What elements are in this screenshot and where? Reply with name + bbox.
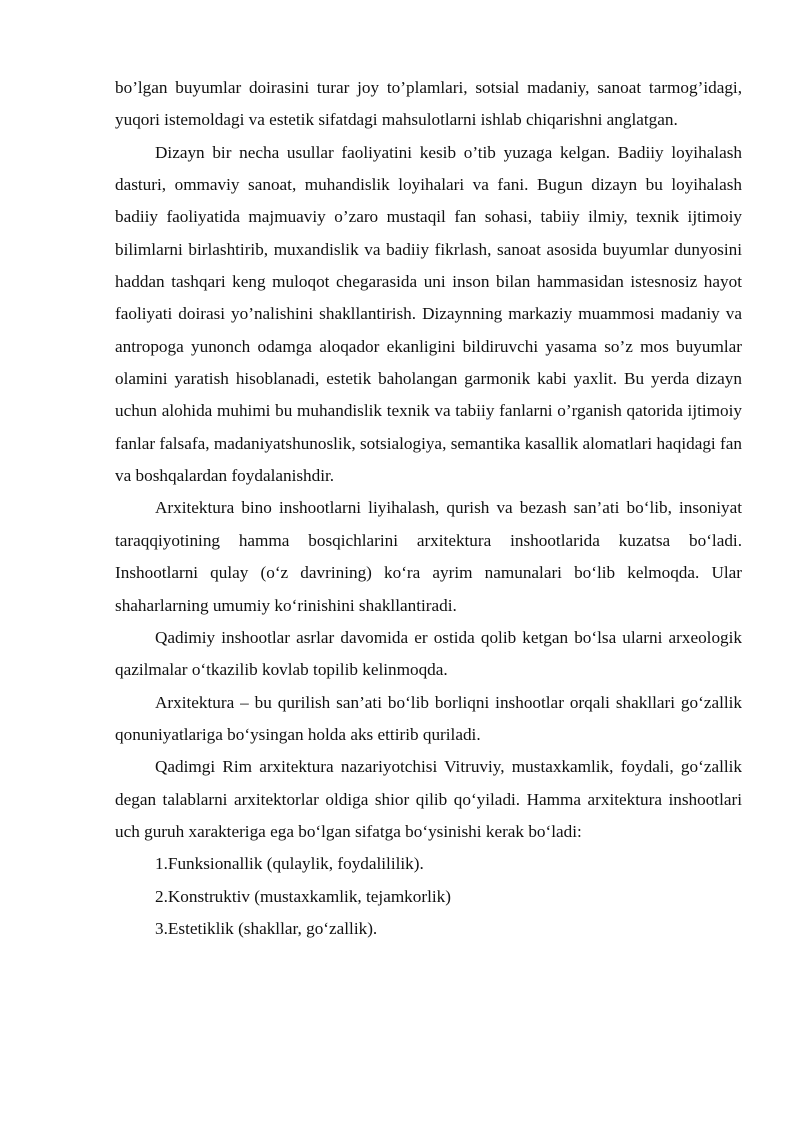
document-body [115,72,742,945]
paragraph-dizayn: Dizayn bir necha usullar faoliyatini kesib o’tib yuzaga kelgan. Badiiy loyihalash dasturi, ommaviy sanoat, muhandislik loyihalari va fani. Bugun dizayn bu loyihalash badiiy faoliyatida majmuaviy o’zaro mustaqil fan sohasi, tabiiy ilmiy, texnik ijtimoiy bilimlarni birlashtirib, muxandislik va badiiy fikrlash, sanoat asosida buyumlar dunyosini haddan tashqari keng muloqot chegarasida uni inson bilan hammasidan istesnosiz hayot faoliyati doirasi yo’nalishini shakllantirish. Dizaynning markaziy muammosi madaniy va antropoga yunonch odamga aloqador ekanligini bildiruvchi yasama so’z mos buyumlar olamini yaratish hisoblanadi, estetik baholangan garmonik kabi yaxlit. Bu yerda dizayn uchun alohida muhimi bu muhandislik texnik va tabiiy fanlarni o’rganish qatorida ijtimoiy fanlar falsafa, madaniyatshunoslik, sotsialogiya, semantika kasallik alomatlari haqidagi fan va boshqalardan foydalanishdir. [115,142,742,486]
paragraph-qadimiy-inshootlar: Qadimiy inshootlar asrlar davomida er ostida qolib ketgan bo‘lsa ularni arxeologik qazilmalar o‘tkazilib kovlab topilib kelinmoqda. [115,627,742,680]
list-item-konstruktiv: 2.Konstruktiv (mustaxkamlik, tejamkorlik) [155,886,451,906]
paragraph-continuation: bo’lgan buyumlar doirasini turar joy to’plamlari, sotsial madaniy, sanoat tarmog’idagi, yuqori istemoldagi va estetik sifatdagi mahsulotlarni ishlab chiqarishni anglatgan. [115,78,742,130]
paragraph-arxitektura-definition: Arxitektura bino inshootlarni liyihalash, qurish va bezash san’ati bo‘lib, insoniyat taraqqiyotining hamma bosqichlarini arxitektura inshootlarida kuzatsa bo‘ladi. Inshootlarni qulay (o‘z davrining) ko‘ra ayrim namunalari bo‘lib kelmoqda. Ular shaharlarning umumiy ko‘rinishini shakllantiradi. [115,498,742,615]
list-item-funksionallik: 1.Funksionallik (qulaylik, foydalililik). [155,854,424,874]
paragraph-vitruviy: Qadimgi Rim arxitektura nazariyotchisi Vitruviy, mustaxkamlik, foydali, go‘zallik degan talablarni arxitektorlar oldiga shior qilib qo‘yiladi. Hamma arxitektura inshootlari uch guruh xarakteriga ega bo‘lgan sifatga bo‘ysinishi kerak bo‘ladi: [115,757,742,841]
paragraph-arxitektura-qurilish: Arxitektura – bu qurilish san’ati bo‘lib borliqni inshootlar orqali shakllari go‘zallik qonuniyatlariga bo‘ysingan holda aks ettirib quriladi. [115,692,742,744]
list-item-estetiklik: 3.Estetiklik (shakllar, go‘zallik). [155,918,378,938]
